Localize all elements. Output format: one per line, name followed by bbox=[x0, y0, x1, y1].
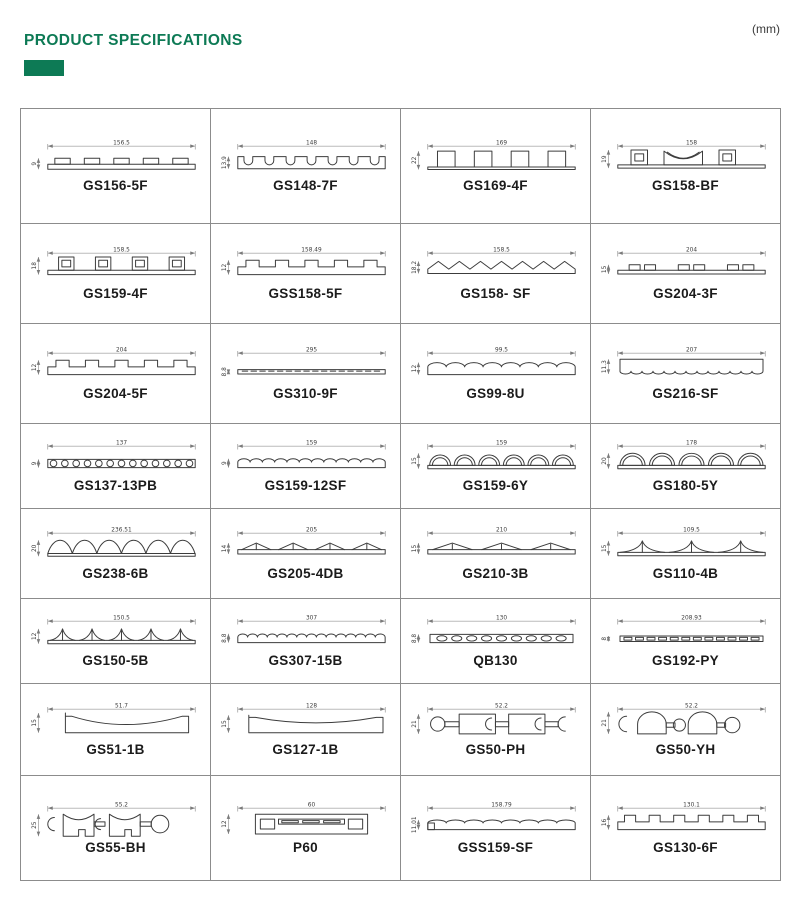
profile-outline bbox=[248, 715, 382, 733]
dimension-lines bbox=[31, 704, 194, 733]
spec-cell bbox=[21, 509, 211, 599]
spec-cell bbox=[591, 324, 781, 424]
spec-cell bbox=[401, 684, 591, 776]
profile-outline bbox=[617, 815, 764, 829]
product-code: GS307-15B bbox=[268, 653, 343, 669]
width-dimension-label: 204 bbox=[115, 347, 127, 354]
product-code: GS180-5Y bbox=[652, 478, 719, 494]
height-dimension-label: 25 bbox=[31, 821, 38, 829]
spec-cell bbox=[21, 684, 211, 776]
dimension-lines bbox=[411, 704, 574, 734]
profile-outline bbox=[237, 156, 384, 168]
width-dimension-label: 207 bbox=[685, 347, 697, 354]
product-code: GS99-8U bbox=[466, 385, 525, 401]
product-code: QB130 bbox=[473, 653, 518, 669]
width-dimension-label: 307 bbox=[305, 615, 317, 622]
profile-outline bbox=[620, 359, 763, 374]
height-dimension-label: 12 bbox=[411, 365, 418, 373]
profile-drawing bbox=[598, 439, 774, 478]
profile-drawing bbox=[218, 614, 394, 653]
width-dimension-label: 55.2 bbox=[114, 802, 128, 809]
height-dimension-label: 18.2 bbox=[411, 261, 418, 275]
profile-outline bbox=[427, 262, 574, 274]
profile-outline bbox=[47, 158, 194, 169]
product-code: GS210-3B bbox=[462, 565, 529, 581]
product-code: GS150-5B bbox=[82, 653, 149, 669]
profile-outline bbox=[237, 370, 384, 374]
height-dimension-label: 15 bbox=[411, 457, 418, 465]
dimension-lines bbox=[221, 704, 384, 733]
spec-cell bbox=[401, 109, 591, 224]
spec-cell bbox=[21, 109, 211, 224]
width-dimension-label: 210 bbox=[495, 527, 507, 534]
spec-cell bbox=[211, 424, 401, 509]
profile-outline bbox=[427, 820, 574, 830]
height-dimension-label: 11.01 bbox=[411, 816, 418, 833]
spec-cell bbox=[21, 224, 211, 324]
width-dimension-label: 169 bbox=[495, 140, 507, 147]
height-dimension-label: 21 bbox=[411, 720, 418, 728]
profile-drawing bbox=[408, 246, 584, 285]
spec-cell bbox=[211, 109, 401, 224]
width-dimension-label: 52.2 bbox=[684, 703, 698, 710]
profile-outline bbox=[47, 361, 194, 375]
width-dimension-label: 159 bbox=[305, 440, 317, 447]
width-dimension-label: 158.79 bbox=[490, 802, 512, 809]
product-code: GS158-BF bbox=[652, 178, 719, 194]
profile-drawing bbox=[28, 439, 204, 478]
width-dimension-label: 295 bbox=[305, 347, 317, 354]
spec-cell bbox=[591, 424, 781, 509]
profile-outline bbox=[427, 363, 574, 375]
width-dimension-label: 109.5 bbox=[682, 527, 700, 534]
width-dimension-label: 158.5 bbox=[492, 247, 510, 254]
height-dimension-label: 15 bbox=[221, 720, 228, 728]
product-code: GS50-PH bbox=[465, 741, 526, 757]
profile-drawing bbox=[28, 139, 204, 178]
unit-label: (mm) bbox=[752, 22, 780, 36]
profile-outline bbox=[618, 712, 739, 734]
profile-drawing bbox=[28, 614, 204, 653]
product-code: GS148-7F bbox=[273, 178, 338, 194]
product-code: GS55-BH bbox=[85, 840, 146, 856]
height-dimension-label: 12 bbox=[221, 820, 228, 828]
profile-drawing bbox=[598, 246, 774, 285]
dimension-lines bbox=[31, 140, 194, 169]
profile-outline bbox=[430, 714, 565, 734]
height-dimension-label: 8.8 bbox=[411, 633, 418, 643]
spec-cell bbox=[591, 109, 781, 224]
height-dimension-label: 12 bbox=[221, 263, 228, 272]
profile-drawing bbox=[598, 139, 774, 178]
height-dimension-label: 8 bbox=[601, 636, 608, 641]
height-dimension-label: 12 bbox=[31, 632, 38, 640]
product-code: GS110-4B bbox=[652, 565, 719, 581]
height-dimension-label: 15 bbox=[601, 265, 608, 274]
dimension-lines bbox=[411, 440, 574, 468]
spec-cell bbox=[211, 599, 401, 684]
width-dimension-label: 148 bbox=[305, 140, 317, 147]
dimension-lines bbox=[411, 140, 574, 169]
profile-outline bbox=[47, 459, 194, 467]
profile-drawing bbox=[598, 346, 774, 385]
profile-drawing bbox=[598, 801, 774, 840]
profile-drawing bbox=[408, 346, 584, 385]
spec-cell bbox=[591, 776, 781, 881]
profile-outline bbox=[65, 713, 188, 733]
spec-cell bbox=[591, 224, 781, 324]
spec-cell bbox=[591, 509, 781, 599]
width-dimension-label: 130.1 bbox=[682, 802, 700, 809]
profile-drawing bbox=[28, 346, 204, 385]
profile-outline bbox=[255, 814, 367, 834]
spec-cell bbox=[211, 776, 401, 881]
height-dimension-label: 9 bbox=[31, 161, 38, 166]
product-code: GS50-YH bbox=[655, 741, 716, 757]
spec-cell bbox=[401, 776, 591, 881]
spec-grid bbox=[20, 108, 781, 881]
dimension-lines bbox=[411, 248, 574, 274]
height-dimension-label: 19 bbox=[601, 155, 608, 163]
dimension-lines bbox=[221, 348, 384, 377]
dimension-lines bbox=[411, 348, 574, 375]
profile-outline bbox=[617, 265, 764, 274]
product-code: GS156-5F bbox=[83, 178, 148, 194]
height-dimension-label: 20 bbox=[601, 457, 608, 465]
height-dimension-label: 18 bbox=[31, 262, 38, 270]
product-code: GS238-6B bbox=[82, 565, 149, 581]
profile-drawing bbox=[28, 526, 204, 565]
dimension-lines bbox=[411, 615, 574, 643]
profile-outline bbox=[47, 257, 194, 275]
spec-cell bbox=[591, 684, 781, 776]
profile-outline bbox=[617, 150, 764, 168]
profile-outline bbox=[427, 455, 574, 469]
profile-drawing bbox=[408, 801, 584, 840]
width-dimension-label: 159 bbox=[495, 440, 507, 447]
spec-cell bbox=[211, 224, 401, 324]
profile-drawing bbox=[218, 139, 394, 178]
profile-drawing bbox=[598, 702, 774, 741]
product-code: GS130-6F bbox=[653, 840, 718, 856]
product-code: GS137-13PB bbox=[73, 478, 158, 494]
spec-cell bbox=[211, 684, 401, 776]
product-code: GS204-5F bbox=[83, 385, 148, 401]
profile-outline bbox=[427, 543, 574, 554]
profile-drawing bbox=[408, 526, 584, 565]
height-dimension-label: 9 bbox=[221, 461, 228, 465]
spec-cell bbox=[401, 424, 591, 509]
profile-drawing bbox=[28, 246, 204, 285]
width-dimension-label: 158 bbox=[685, 140, 697, 147]
product-code: GS127-1B bbox=[272, 741, 339, 757]
profile-outline bbox=[237, 459, 384, 468]
profile-outline bbox=[237, 261, 384, 275]
profile-outline bbox=[617, 453, 764, 468]
profile-drawing bbox=[218, 439, 394, 478]
width-dimension-label: 158.5 bbox=[112, 247, 130, 254]
product-code: GS51-1B bbox=[86, 741, 145, 757]
height-dimension-label: 21 bbox=[601, 719, 608, 727]
page-title: PRODUCT SPECIFICATIONS bbox=[24, 32, 243, 49]
profile-outline bbox=[237, 543, 384, 554]
profile-outline bbox=[47, 814, 168, 836]
spec-cell bbox=[401, 599, 591, 684]
product-code: GS159-4F bbox=[83, 285, 148, 301]
dimension-lines bbox=[221, 440, 384, 467]
height-dimension-label: 16 bbox=[601, 818, 608, 826]
spec-cell bbox=[401, 224, 591, 324]
profile-outline bbox=[47, 541, 194, 557]
dimension-lines bbox=[601, 348, 764, 375]
profile-drawing bbox=[218, 702, 394, 741]
profile-drawing bbox=[218, 801, 394, 840]
product-code: GS310-9F bbox=[273, 385, 338, 401]
product-code: P60 bbox=[293, 840, 318, 856]
height-dimension-label: 20 bbox=[31, 544, 38, 553]
width-dimension-label: 208.93 bbox=[680, 615, 702, 622]
width-dimension-label: 99.5 bbox=[494, 347, 508, 354]
height-dimension-label: 12 bbox=[31, 363, 38, 372]
width-dimension-label: 52.2 bbox=[494, 703, 508, 710]
product-code: GS204-3F bbox=[653, 285, 718, 301]
spec-cell bbox=[211, 324, 401, 424]
profile-drawing bbox=[218, 346, 394, 385]
spec-cell bbox=[21, 324, 211, 424]
spec-cell bbox=[211, 509, 401, 599]
profile-drawing bbox=[28, 801, 204, 840]
product-code: GSS159-SF bbox=[457, 840, 534, 856]
height-dimension-label: 8.8 bbox=[221, 367, 228, 377]
spec-cell bbox=[21, 599, 211, 684]
spec-cell bbox=[21, 776, 211, 881]
profile-outline bbox=[427, 151, 574, 169]
profile-drawing bbox=[218, 526, 394, 565]
profile-drawing bbox=[598, 526, 774, 565]
dimension-lines bbox=[411, 802, 574, 833]
product-code: GS159-12SF bbox=[264, 478, 347, 494]
spec-cell bbox=[21, 424, 211, 509]
width-dimension-label: 236.51 bbox=[110, 527, 132, 534]
width-dimension-label: 178 bbox=[685, 440, 697, 447]
height-dimension-label: 8.8 bbox=[221, 633, 228, 643]
profile-outline bbox=[617, 541, 764, 556]
profile-outline bbox=[237, 634, 384, 643]
height-dimension-label: 15 bbox=[31, 719, 38, 727]
product-code: GS159-6Y bbox=[462, 478, 529, 494]
profile-drawing bbox=[408, 614, 584, 653]
product-code: GSS158-5F bbox=[268, 285, 343, 301]
dimension-lines bbox=[601, 140, 764, 168]
product-code: GS158- SF bbox=[460, 285, 531, 301]
product-code: GS205-4DB bbox=[267, 565, 344, 581]
dimension-lines bbox=[221, 615, 384, 642]
height-dimension-label: 15 bbox=[601, 544, 608, 553]
product-code: GS169-4F bbox=[463, 178, 528, 194]
width-dimension-label: 204 bbox=[685, 247, 697, 254]
width-dimension-label: 137 bbox=[115, 440, 127, 447]
width-dimension-label: 158.49 bbox=[300, 247, 322, 254]
height-dimension-label: 11.3 bbox=[601, 360, 608, 374]
profile-drawing bbox=[218, 246, 394, 285]
profile-drawing bbox=[408, 702, 584, 741]
width-dimension-label: 128 bbox=[305, 703, 317, 710]
profile-drawing bbox=[408, 139, 584, 178]
height-dimension-label: 15 bbox=[411, 545, 418, 553]
profile-drawing bbox=[28, 702, 204, 741]
profile-drawing bbox=[408, 439, 584, 478]
width-dimension-label: 205 bbox=[305, 527, 317, 534]
height-dimension-label: 13.9 bbox=[221, 155, 228, 169]
product-code: GS216-SF bbox=[652, 385, 719, 401]
spec-cell bbox=[401, 509, 591, 599]
spec-cell bbox=[401, 324, 591, 424]
profile-outline bbox=[620, 636, 763, 642]
dimension-lines bbox=[601, 802, 764, 829]
width-dimension-label: 51.7 bbox=[114, 703, 128, 710]
dimension-lines bbox=[31, 802, 194, 836]
profile-outline bbox=[430, 634, 573, 642]
page-header bbox=[20, 14, 780, 108]
spec-cell bbox=[591, 599, 781, 684]
height-dimension-label: 14 bbox=[221, 545, 228, 553]
profile-drawing bbox=[598, 614, 774, 653]
width-dimension-label: 156.5 bbox=[112, 140, 130, 147]
width-dimension-label: 60 bbox=[307, 802, 315, 809]
width-dimension-label: 130 bbox=[495, 615, 507, 622]
product-code: GS192-PY bbox=[652, 653, 719, 669]
profile-outline bbox=[47, 629, 194, 644]
height-dimension-label: 9 bbox=[31, 461, 38, 466]
accent-swatch bbox=[24, 60, 64, 76]
height-dimension-label: 22 bbox=[411, 156, 418, 164]
width-dimension-label: 150.5 bbox=[112, 615, 130, 622]
